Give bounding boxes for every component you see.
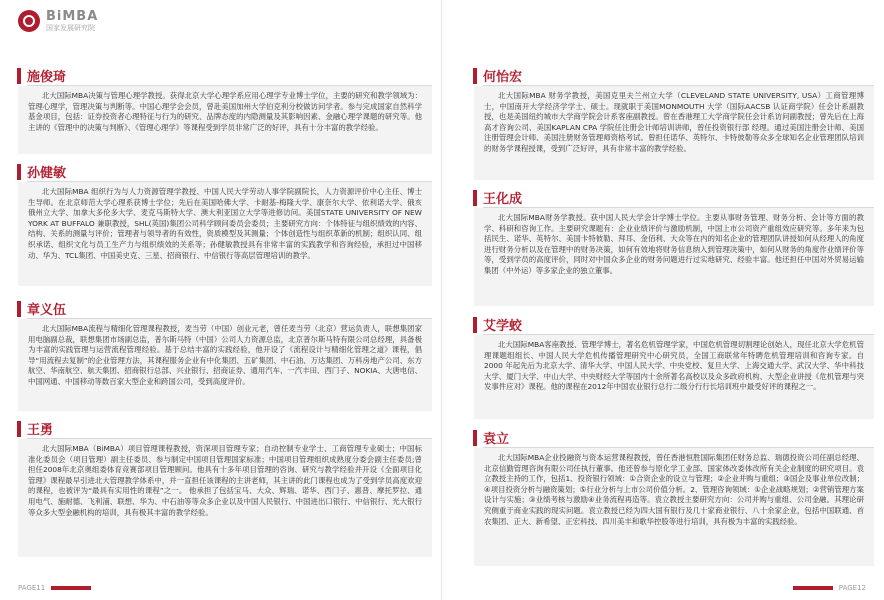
profile-name: 艾学蛟 <box>483 319 523 334</box>
profile-bio: 北大国际MBA客座教授、管理学博士，著名危机管理学家，中国危机管理切割理论创始人，现任北京大学危机管理课题组组长、中国人民大学危机传播管理研究中心研究员，全国工商联常年特聘危机管理培训和咨询专家。自2000 年起先后为北京大学、清华大学、中国人民大学、中央党校、复旦大学、上海交通大学、武汉大学、华中科技大学、厦门大学、中山大学、中央财经大学等国内十余所著名高校以及众多政府机构、大型企业讲授《危机管理与突发事件应对》课程。他的课程在2012年中国农业银行总行二级分行行长培训班中最受好评的课程之一。 <box>484 340 864 392</box>
profile-title-bar <box>17 64 432 86</box>
profile-name: 袁立 <box>483 432 510 447</box>
profile-section <box>474 64 874 180</box>
profile-name: 孙健敏 <box>27 166 67 181</box>
profile-bio: 北大国际MBA 组织行为与人力资源管理学教授、中国人民大学劳动人事学院副院长，人力资源评价中心主任、博士生导师。在北京师范大学心理系获博士学位；先后在美国哈佛大学、卡耐基-梅隆大学、康奈尔大学、依利诺大学、俄亥俄州立大学、加拿大多伦多大学、麦克马斯特大学、澳大利亚国立大学等进修访问。美国STATE UNIVERSITY OF NEW YORK AT BUFFALO 兼职教授，SHL(英国)集团公司科学顾问委员会委员；主要研究方向：个体特征与组织绩效的内容、结构、关系的测量与评价；管理者与领导者的有效性，资质模型及其测量；个体创造性与组织革新的机制；组织认同、组织承诺、组织文化与员工生产力与组织绩效的关系等；孙健敏教授具有非常丰富的实践教学和咨询经验，承担过中国移动、华为、TCL集团、中国美史克、三星、招商银行、中信银行等高层管理培训的教学。 <box>28 187 422 260</box>
profile-section <box>474 313 874 419</box>
divider <box>27 438 432 439</box>
profile-name: 施俊琦 <box>27 70 67 85</box>
page-footer <box>18 584 91 592</box>
profile-name: 何怡宏 <box>483 70 523 85</box>
profile-section <box>18 297 432 411</box>
divider <box>27 181 432 182</box>
profile-bio: 北大国际MBA财务学教授。获中国人民大学会计学博士学位。主要从事财务管理、财务分析、会计等方面的教学、科研和咨询工作。主要研究课题有：企业业绩评价与激励机制，中国上市公司资产重组效应研究等。多年来为包括民生、诺华、英特尔、美国卡特彼勒、拜耳、金佰利、大众等在内的知名企业的管理团队讲授如何从经理人的角度进行财务分析以及在管理中的财务决策，如何有效地将财务信息纳入到管理决策中，如何从财务的角度作业绩评价等等，受到学员的高度评价，同时对中国众多企业的财务问题进行过实地研究、经验丰富。他还担任中国对外贸易运输集团（中外运）等多家企业的独立董事。 <box>484 213 864 275</box>
page-footer <box>793 584 866 592</box>
profile-bio: 北大国际MBA 财务学教授，美国克里夫兰州立大学（CLEVELAND STATE UNIVERSITY, USA）工商管理博士，中国南开大学经济学学士、硕士。现就职于美国MONMOUTH 大学（国际AACSB 认证商学院）任会计系副教授，也是美国纽约城市大学商学院会计系客座副教授。曾在香港理工大学商学院任会计系访问副教授；曾先后在上海高才咨询公司、美国KAPLAN CPA 学院任注册会计师培训讲师，曾任投资银行部 经理。通过美国注册会计师、美国注册管理会计师、美国注册财务管理师资格考试。曾担任诺华、英特尔、卡特彼勒等众多全球知名企业管理团队培训的财务学课程授课，受到广泛好评，具有非常丰富的教学经验。 <box>484 91 864 153</box>
bimba-logo-icon <box>18 10 40 32</box>
profile-title-bar <box>17 297 432 319</box>
profile-name: 王勇 <box>27 423 54 438</box>
divider <box>483 334 874 335</box>
page-number: PAGE11 <box>18 584 46 592</box>
profile-bio: 北大国际MBA决策与管理心理学教授。获得北京大学心理学系应用心理学专业博士学位，主要的研究和教学领域为：管理心理学，管理决策与判断等。中国心理学会会员，曾赴美国加州大学伯克利分校做访问学者。参与完成国家自然科学基金项目，包括：证券投资者心理特征与行为的研究、品牌态度的内隐测量及其影响因素、金融心理学课题的研究等。他主讲的《管理中的决策与判断》、《管理心理学》等课程受到学员非常广泛的好评，具有十分丰富的教学经验。 <box>28 91 422 132</box>
profile-section <box>474 186 874 306</box>
profile-section <box>18 160 432 286</box>
footer-accent-bar <box>51 586 91 590</box>
profile-bio: 北大国际MBA企业投融资与资本运营课程教授，曾任香港恒胜国际集团任财务总监、瑞德投资公司任副总经理、北京信勤管理咨询有限公司任执行董事。他还曾参与原化学工业部、国家体改委体改所有关企业制度的研究项目。袁立教授主持的工作，包括1、投资银行领域：①合资企业的设立与管理；②企业并购与重组；③国企及事业单位改制；④项目投资分析与融资策划；⑤行业分析与上市公司价值分析。2、管理咨询领域：①企业战略规划；②营销管理方案设计与实施；③业绩考核与激励④业务流程再造等。袁立教授主要研究方向：公司并购与重组、公司金融。其理论研究侧重于商业实践的现实问题。袁立教授已经为四大国有银行及几十家商业银行、八十余家企业，包括中国联通、首农集团、正大、新希望、正宏科技、四川美丰和歌华控股等进行培训，具有极为丰富的实践经验。 <box>484 453 864 526</box>
divider <box>27 318 432 319</box>
profile-name: 王化成 <box>483 192 523 207</box>
profile-section <box>18 417 432 557</box>
profile-title-bar <box>473 313 874 335</box>
divider <box>483 447 874 448</box>
profile-name: 章义伍 <box>27 303 67 318</box>
profile-section <box>18 64 432 154</box>
divider <box>483 207 874 208</box>
profile-section <box>474 426 874 566</box>
divider <box>27 85 432 86</box>
profile-title-bar <box>473 186 874 208</box>
profile-title-bar <box>473 426 874 448</box>
page-number: PAGE12 <box>838 584 866 592</box>
profile-title-bar <box>17 417 432 439</box>
footer-accent-bar <box>793 586 833 590</box>
profile-bio: 北大国际MBA（BiMBA）项目管理课程教授，资深项目管理专家；自动控制专业学士、工商管理专业硕士；中国标准化委员会（项目管理）副主任委员、参与制定中国项目管理国家标准；中国项目管理组织成熟度分委会副主任委员;曾担任2008年北京奥组委体育竞赛部项目管理顾问。他具有十多年项目管理的咨询、研究与教学经验并开设《全面项目化管理》课程最早引进北大管理教学体系中，并一直担任该课程的主讲老师，其主讲的此门课程也成为了受到学员高度欢迎的课程，也被评为“最具有实用性的课程”之一。 他承担了包括宝马、大众、辉瑞、诺华、西门子、惠普、摩托罗拉、通用电气、施耐德、飞利浦、联想、华为、中石油等等众多企业以及中国人民银行、中国进出口银行、中信银行、光大银行等众多大型金融机构的培训，具有极其丰富的教学经验。 <box>28 444 422 517</box>
profile-title-bar <box>473 64 874 86</box>
right-page <box>442 0 884 600</box>
bimba-logo <box>18 10 98 32</box>
profile-bio: 北大国际MBA流程与精细化管理课程教授，麦当劳（中国）创业元老，曾任麦当劳（北京）营运负责人，联想集团家用电脑副总裁，联想集团市场副总监，普尔斯马特（中国）公司人力资源总监，北京普尔斯马特有限公司总经理，具备极为丰富的实践管理与运营流程管理经验。基于总结丰富的实践经验，他开设了《流程设计与精细化管理之道》课程，倡导“用流程去复制”的企业管理方法，其课程服务企业有中化集团、五矿集团、中石油、万达集团、万科房地产公司、东方航空、华南航空、航天集团、招商银行总部、兴业银行、招商证券、通用汽车、一汽丰田、西门子、NOKIA、大唐电信、中国网通、中国移动等数百家大型企业和跨国公司，受到高度评价。 <box>28 324 422 386</box>
logo-main-text: BiMBA <box>46 9 99 24</box>
logo-sub-text: 国家发展研究院 <box>46 24 95 32</box>
divider <box>483 85 874 86</box>
profile-title-bar <box>17 160 432 182</box>
